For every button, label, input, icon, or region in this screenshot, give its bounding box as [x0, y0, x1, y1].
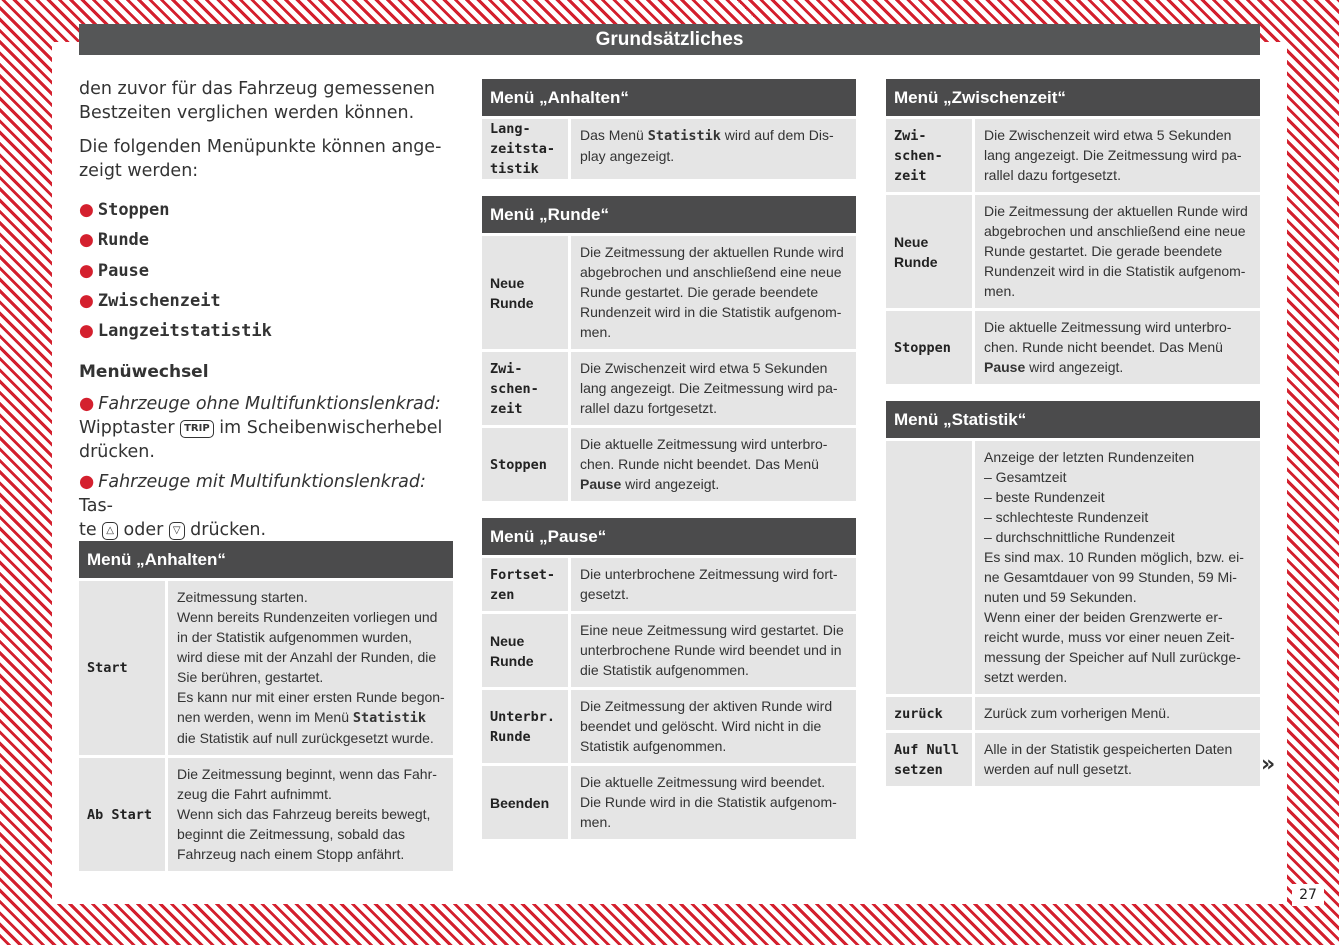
menu-item-label: Runde	[97, 230, 150, 251]
table-row	[79, 758, 453, 871]
bullet-icon: ●	[79, 200, 94, 220]
text-segment: rallel dazu fortgesetzt.	[580, 400, 717, 416]
row-description	[571, 558, 856, 611]
menu-item-label: Pause	[97, 260, 150, 281]
menu-item-label: Stoppen	[97, 200, 170, 220]
vehicle-type: Fahrzeuge mit Multifunktionslenkrad:	[98, 472, 426, 493]
text-segment: chen. Runde nicht beendet. Das Menü	[984, 339, 1223, 355]
table-row	[886, 733, 1260, 786]
row-description	[975, 311, 1260, 384]
row-label	[886, 311, 972, 384]
text-segment: messung der Speicher auf Null zurückge-	[984, 649, 1241, 665]
label-line: Unterbr.	[490, 708, 556, 725]
row-description	[571, 119, 856, 179]
text-segment: Die Zeitmessung beginnt, wenn das Fahr-	[177, 766, 437, 782]
label-line: Runde	[490, 294, 534, 311]
row-description	[975, 733, 1260, 786]
text-segment: die Statistik aufgenommen.	[580, 662, 749, 678]
text-segment: men.	[984, 283, 1016, 299]
text-segment: Zeitmessung starten.	[177, 589, 308, 605]
table-row	[886, 119, 1260, 192]
row-description	[975, 195, 1260, 308]
menu-table	[482, 196, 856, 501]
row-description	[975, 441, 1260, 694]
text-segment: – schlechteste Rundenzeit	[984, 509, 1149, 525]
label-line: tistik	[490, 161, 539, 177]
text-segment: Runde gestartet. Die gerade beendete	[580, 284, 819, 300]
table-title: Menü „Anhalten“	[79, 541, 453, 578]
subheading: Menüwechsel	[79, 362, 209, 383]
menu-table	[482, 518, 856, 839]
table-row	[79, 581, 453, 755]
text-segment: Alle in der Statistik gespeicherten Daten	[984, 741, 1233, 757]
label-line: zen	[490, 586, 515, 603]
text-segment: Anzeige der letzten Rundenzeiten	[984, 449, 1195, 465]
text-segment: wird angezeigt.	[621, 476, 720, 492]
menu-item	[79, 316, 453, 346]
text: im Scheibenwischerhebel	[219, 418, 443, 439]
label-line: zeit	[894, 167, 927, 184]
text-segment: die Statistik auf null zurückgesetzt wurde.	[177, 730, 434, 746]
row-description	[168, 758, 453, 871]
label-line: zeit	[490, 400, 523, 417]
text-segment: rallel dazu fortgesetzt.	[984, 167, 1121, 183]
text-segment: Die aktuelle Zeitmessung wird unterbro-	[580, 436, 828, 452]
label-line: Beenden	[490, 794, 550, 811]
arrow-down-key-icon: ▽	[169, 522, 185, 540]
bold-term: Pause	[580, 476, 622, 492]
label-line: Runde	[490, 652, 534, 669]
continued-icon: »	[1261, 752, 1276, 777]
table-row	[886, 441, 1260, 694]
row-description	[975, 119, 1260, 192]
text-segment: play angezeigt.	[580, 148, 675, 164]
label-line: Zwi-	[490, 360, 523, 377]
text-segment: nuten und 59 Sekunden.	[984, 589, 1137, 605]
text: Wipptaster	[79, 418, 175, 439]
table-title: Menü „Zwischenzeit“	[886, 79, 1260, 116]
label-text	[894, 740, 959, 780]
label-line: zeitsta-	[490, 141, 556, 157]
label-line: Auf Null	[894, 741, 960, 758]
text-line: Die folgenden Menüpunkte können ange-	[79, 137, 442, 157]
table-row	[482, 119, 856, 179]
instruction-with-wheel	[79, 470, 453, 542]
bullet-icon: ●	[79, 290, 94, 311]
left-table-column	[79, 541, 453, 888]
row-label	[886, 441, 972, 694]
row-label	[482, 690, 568, 763]
table-row	[886, 195, 1260, 308]
text-segment: gesetzt.	[580, 586, 630, 602]
label-line: Start	[87, 660, 128, 676]
label-text	[894, 338, 951, 358]
bullet-icon: ●	[79, 394, 95, 415]
text-segment: wird angezeigt.	[1025, 359, 1124, 375]
bold-term: Pause	[984, 359, 1026, 375]
text-segment: beendet und gelöscht. Wird nicht in die	[580, 718, 822, 734]
label-text	[490, 119, 555, 179]
label-text	[490, 631, 534, 671]
row-label	[482, 352, 568, 425]
label-line: Neue	[490, 632, 525, 649]
label-line: Zwi-	[894, 127, 927, 144]
trip-key-icon: TRIP	[180, 420, 214, 438]
text-segment: setzt werden.	[984, 669, 1068, 685]
text-segment: Runde gestartet. Die gerade beendete	[984, 243, 1223, 259]
label-text	[490, 707, 555, 747]
table-row	[482, 766, 856, 839]
bullet-icon: ●	[79, 472, 95, 493]
menu-item	[79, 225, 453, 255]
row-label	[482, 558, 568, 611]
text-segment: Es kann nur mit einer ersten Runde begon-	[177, 689, 445, 705]
text-segment: men.	[580, 814, 612, 830]
vehicle-type: Fahrzeuge ohne Multifunktionslenkrad:	[98, 394, 441, 415]
text-segment: nen werden, wenn im Menü	[177, 709, 353, 725]
menu-items-list	[79, 195, 453, 346]
row-label	[482, 236, 568, 349]
label-text	[490, 455, 547, 475]
text-segment: men.	[580, 324, 612, 340]
text-segment: – Gesamtzeit	[984, 469, 1067, 485]
label-text	[87, 658, 128, 678]
left-column	[79, 77, 453, 552]
label-line: schen-	[490, 380, 539, 397]
label-line: Stoppen	[490, 456, 547, 473]
text-segment: beginnt die Zeitmessung, sobald das	[177, 826, 406, 842]
text-segment: Es sind max. 10 Runden möglich, bzw. ei-	[984, 549, 1244, 565]
table-title: Menü „Pause“	[482, 518, 856, 555]
text-segment: Die Runde wird in die Statistik aufgenom-	[580, 794, 837, 810]
bold-term: Statistik	[352, 710, 427, 726]
label-text	[894, 232, 938, 272]
text: drücken.	[190, 520, 267, 541]
text-segment: unterbrochene Runde wird beendet und in	[580, 642, 842, 658]
text-segment: ne Gesamtdauer von 99 Stunden, 59 Mi-	[984, 569, 1237, 585]
right-column	[886, 79, 1260, 803]
row-label	[886, 697, 972, 730]
bullet-icon: ●	[79, 321, 94, 342]
label-text	[490, 359, 539, 419]
table-row	[886, 697, 1260, 730]
label-line: Runde	[490, 728, 531, 745]
intro-paragraph	[79, 77, 453, 125]
text-segment: Die aktuelle Zeitmessung wird unterbro-	[984, 319, 1232, 335]
text-line: zeigt werden:	[79, 161, 199, 181]
arrow-up-key-icon: △	[102, 522, 118, 540]
table-row	[482, 558, 856, 611]
label-line: Neue	[490, 274, 525, 291]
text-segment: wird auf dem Dis-	[720, 127, 834, 143]
label-line: Runde	[894, 253, 938, 270]
table-title: Menü „Runde“	[482, 196, 856, 233]
text-segment: Die Zeitmessung der aktuellen Runde wird	[984, 203, 1248, 219]
row-description	[571, 690, 856, 763]
table-row	[482, 690, 856, 763]
bullet-icon: ●	[79, 260, 94, 281]
menu-intro-paragraph	[79, 135, 453, 183]
row-label	[886, 119, 972, 192]
menu-item-label: Langzeitstatistik	[97, 321, 272, 342]
text-segment: Wenn einer der beiden Grenzwerte er-	[984, 609, 1223, 625]
row-label	[79, 758, 165, 871]
text-segment: Fahrzeug nach einem Stopp anfährt.	[177, 846, 405, 862]
row-label	[79, 581, 165, 755]
text-segment: wird diese mit der Anzahl der Runden, die	[177, 649, 437, 665]
label-line: Lang-	[490, 121, 531, 137]
table-row	[482, 352, 856, 425]
menu-table	[482, 79, 856, 179]
label-text	[490, 273, 534, 313]
table-title: Menü „Statistik“	[886, 401, 1260, 438]
text: oder	[123, 520, 164, 541]
label-line: Ab Start	[87, 806, 153, 823]
text-segment: werden auf null gesetzt.	[984, 761, 1132, 777]
label-text	[894, 126, 943, 186]
label-line: Neue	[894, 233, 929, 250]
text-line: den zuvor für das Fahrzeug gemessenen	[79, 79, 435, 99]
row-label	[482, 428, 568, 501]
row-description	[168, 581, 453, 755]
text-segment: Die unterbrochene Zeitmessung wird fort-	[580, 566, 838, 582]
label-line: Stoppen	[894, 339, 951, 356]
label-line: setzen	[894, 761, 943, 778]
text-segment: Sie berühren, gestartet.	[177, 669, 324, 685]
text-segment: in der Statistik aufgenommen wurden,	[177, 629, 413, 645]
row-label	[482, 614, 568, 687]
text-segment: abgebrochen und anschließend eine neue	[984, 223, 1246, 239]
row-description	[975, 697, 1260, 730]
text-segment: Zurück zum vorherigen Menü.	[984, 705, 1170, 721]
label-text	[490, 565, 555, 605]
text-segment: Eine neue Zeitmessung wird gestartet. Die	[580, 622, 844, 638]
text-segment: Die Zeitmessung der aktiven Runde wird	[580, 698, 833, 714]
row-label	[886, 195, 972, 308]
text-segment: Die Zeitmessung der aktuellen Runde wird	[580, 244, 844, 260]
text-segment: Rundenzeit wird in die Statistik aufgenom-	[580, 304, 842, 320]
bullet-icon: ●	[79, 230, 94, 251]
menu-item	[79, 195, 453, 225]
row-label	[482, 119, 568, 179]
label-text	[894, 704, 943, 724]
text-segment: lang angezeigt. Die Zeitmessung wird pa-	[984, 147, 1242, 163]
menu-item	[79, 286, 453, 316]
label-line: zurück	[894, 705, 943, 722]
menu-table	[886, 79, 1260, 384]
row-label	[482, 766, 568, 839]
text-segment: Die Zwischenzeit wird etwa 5 Sekunden	[580, 360, 828, 376]
text-segment: Statistik aufgenommen.	[580, 738, 727, 754]
menu-table	[886, 401, 1260, 786]
text: Tas-	[79, 496, 113, 517]
text-segment: reicht wurde, muss vor einer neuen Zeit-	[984, 629, 1235, 645]
row-label	[886, 733, 972, 786]
label-line: Fortset-	[490, 566, 556, 583]
text-segment: – durchschnittliche Rundenzeit	[984, 529, 1175, 545]
menu-table	[79, 541, 453, 871]
label-text	[87, 805, 152, 825]
bold-term: Statistik	[647, 128, 721, 144]
chapter-title: Grundsätzliches	[79, 24, 1260, 55]
row-description	[571, 352, 856, 425]
table-row	[482, 236, 856, 349]
text-segment: lang angezeigt. Die Zeitmessung wird pa-	[580, 380, 838, 396]
menu-item-label: Zwischenzeit	[97, 290, 221, 311]
row-description	[571, 614, 856, 687]
text: drücken.	[79, 442, 155, 463]
text-segment: Die Zwischenzeit wird etwa 5 Sekunden	[984, 127, 1232, 143]
label-text	[490, 793, 549, 813]
row-description	[571, 428, 856, 501]
text-segment: Wenn bereits Rundenzeiten vorliegen und	[177, 609, 438, 625]
text-segment: chen. Runde nicht beendet. Das Menü	[580, 456, 819, 472]
table-row	[482, 428, 856, 501]
text-line: Bestzeiten verglichen werden können.	[79, 103, 415, 123]
table-row	[482, 614, 856, 687]
text-segment: abgebrochen und anschließend eine neue	[580, 264, 842, 280]
text: te	[79, 520, 97, 541]
row-description	[571, 766, 856, 839]
table-row	[886, 311, 1260, 384]
menu-item	[79, 256, 453, 286]
instruction-without-wheel	[79, 392, 453, 464]
text-segment: zeug die Fahrt aufnimmt.	[177, 786, 332, 802]
text-segment: Das Menü	[580, 127, 648, 143]
row-description	[571, 236, 856, 349]
text-segment: Wenn sich das Fahrzeug bereits bewegt,	[177, 806, 431, 822]
text-segment: Rundenzeit wird in die Statistik aufgenom-	[984, 263, 1246, 279]
text-segment: – beste Rundenzeit	[984, 489, 1105, 505]
table-title: Menü „Anhalten“	[482, 79, 856, 116]
middle-column	[482, 79, 856, 856]
page-number: 27	[1292, 884, 1324, 906]
label-line: schen-	[894, 147, 943, 164]
text-segment: Die aktuelle Zeitmessung wird beendet.	[580, 774, 826, 790]
